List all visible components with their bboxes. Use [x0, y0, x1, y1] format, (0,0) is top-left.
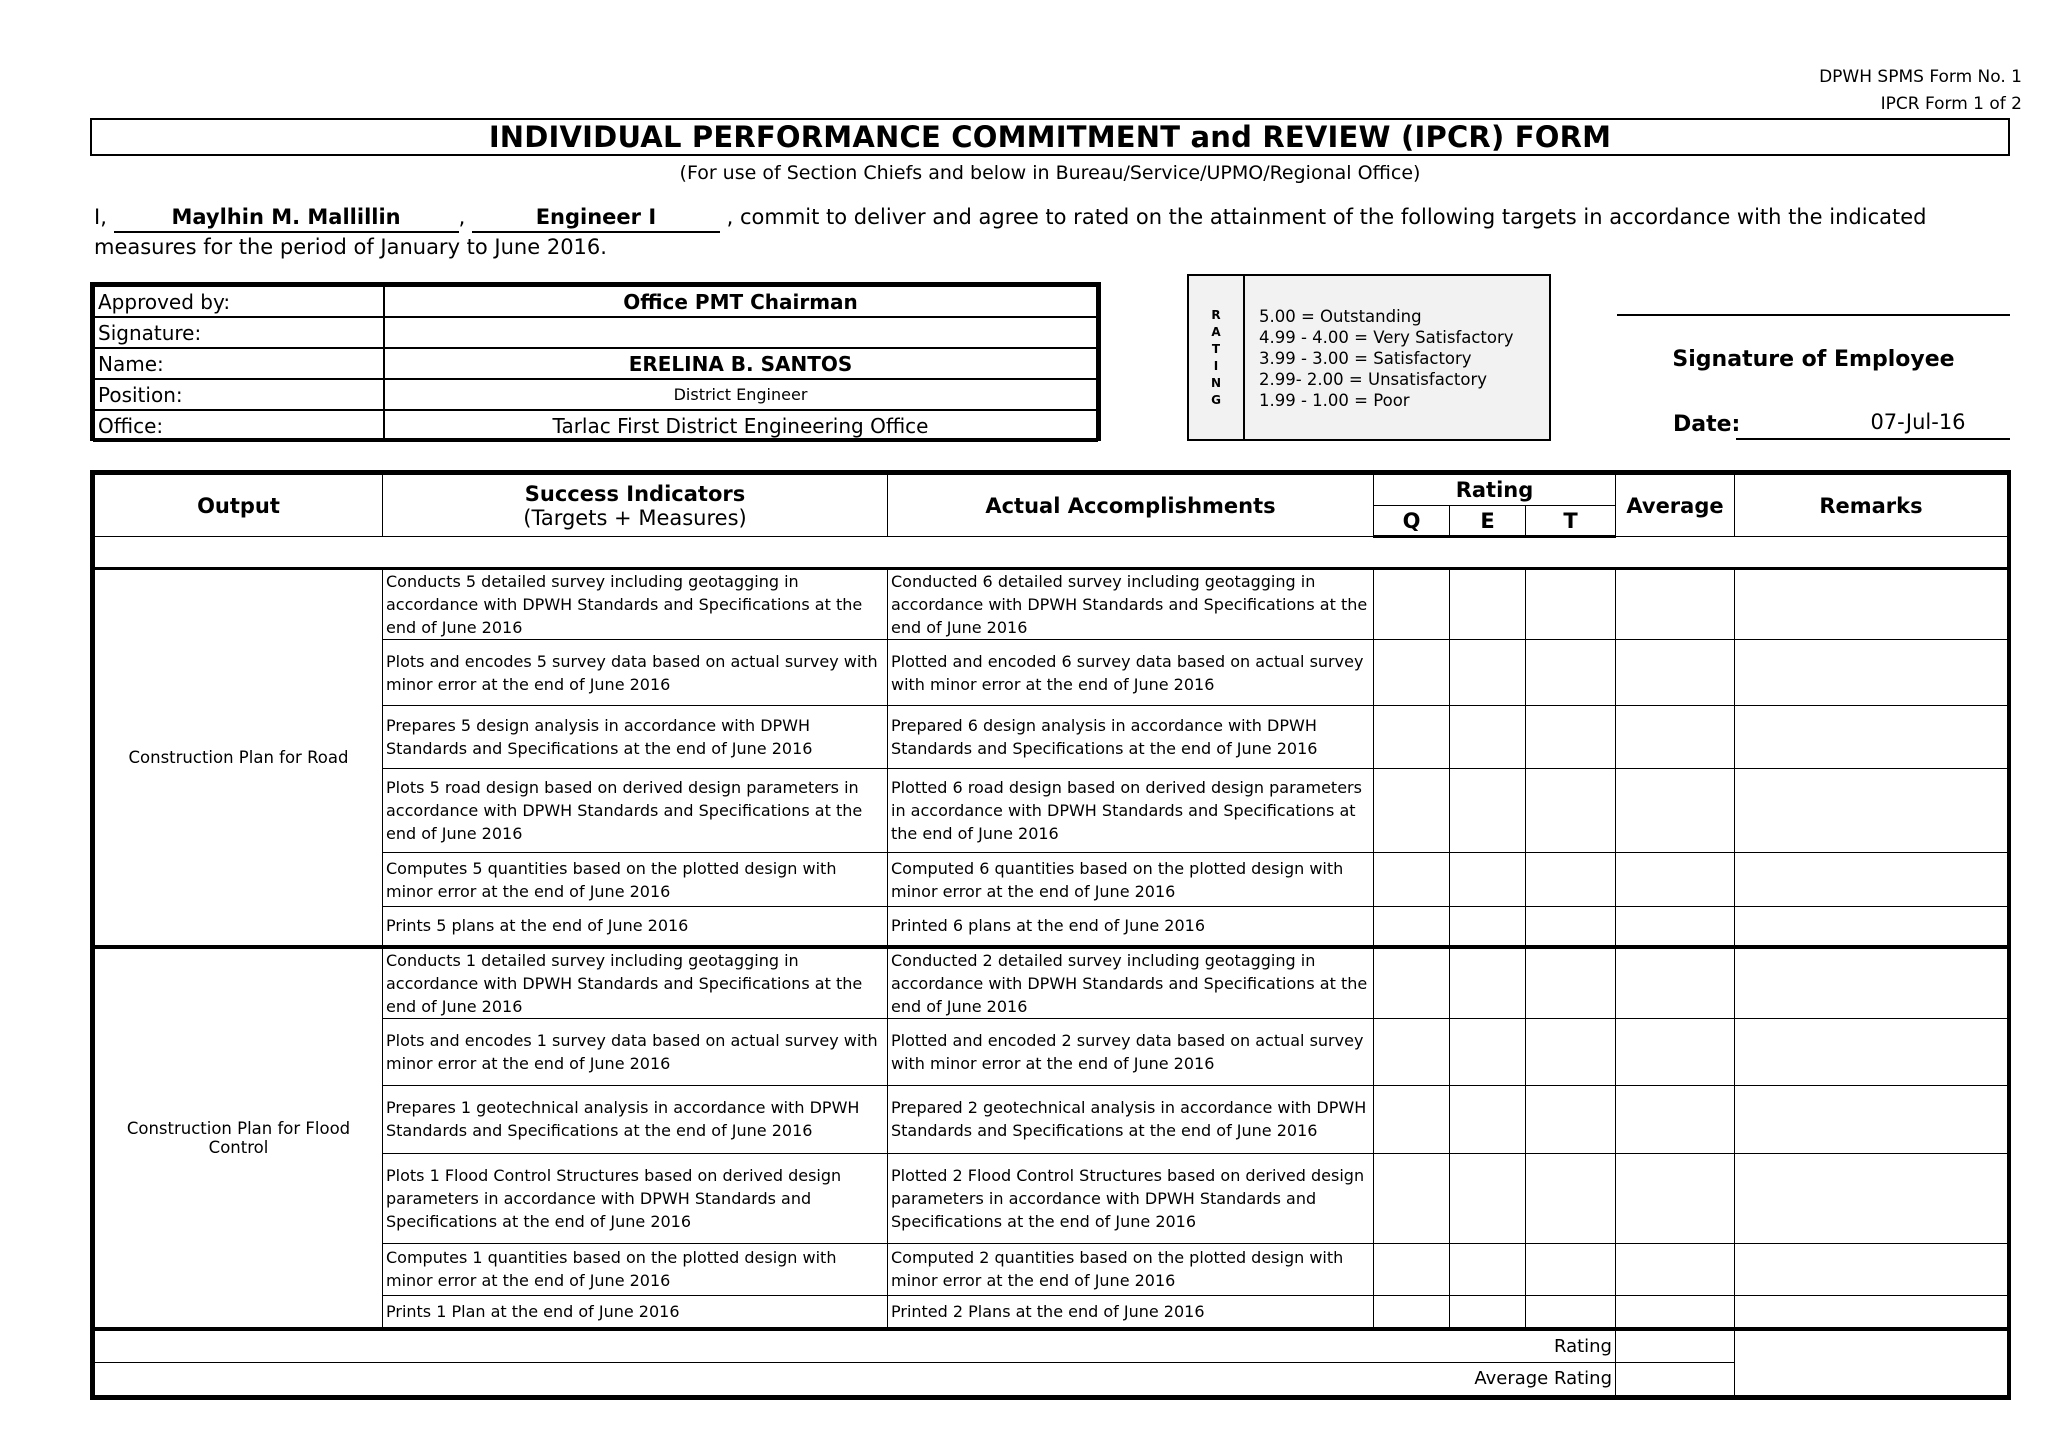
signature-field[interactable]: [384, 317, 1097, 348]
accomplishment-cell: Conducted 6 detailed survey including geotagging in accordance with DPWH Standards and Specifications at the end of June 2016: [888, 569, 1374, 640]
q-cell[interactable]: [1374, 769, 1450, 853]
e-cell[interactable]: [1450, 1243, 1526, 1295]
footer-average-row: [95, 1362, 2008, 1395]
average-cell[interactable]: [1616, 1295, 1735, 1329]
office-label: Office:: [94, 410, 384, 441]
q-cell[interactable]: [1374, 907, 1450, 947]
q-cell[interactable]: [1374, 1018, 1450, 1085]
t-cell[interactable]: [1526, 1243, 1616, 1295]
commitment-prefix: I,: [94, 205, 107, 229]
header-actual-accomplishments: Actual Accomplishments: [888, 475, 1374, 537]
t-cell[interactable]: [1526, 947, 1616, 1019]
remarks-cell[interactable]: [1735, 947, 2008, 1019]
q-cell[interactable]: [1374, 1295, 1450, 1329]
e-cell[interactable]: [1450, 706, 1526, 769]
rating-letter: R: [1211, 307, 1221, 322]
footer-average-rating-label: Average Rating: [95, 1362, 1616, 1395]
remarks-cell[interactable]: [1735, 1085, 2008, 1153]
office-row: [94, 410, 1097, 441]
spacer-row: [95, 537, 2008, 569]
average-cell[interactable]: [1616, 769, 1735, 853]
employee-signature-line[interactable]: [1617, 314, 2010, 316]
e-cell[interactable]: [1450, 769, 1526, 853]
rating-scale-item: 2.99- 2.00 = Unsatisfactory: [1259, 370, 1487, 389]
t-cell[interactable]: [1526, 853, 1616, 907]
accomplishment-cell: Computed 2 quantities based on the plotted design with minor error at the end of June 2016: [888, 1243, 1374, 1295]
header-success-indicators-title: Success Indicators: [524, 481, 746, 506]
rating-letter: T: [1211, 341, 1221, 356]
e-cell[interactable]: [1450, 853, 1526, 907]
t-cell[interactable]: [1526, 907, 1616, 947]
q-cell[interactable]: [1374, 1243, 1450, 1295]
average-cell[interactable]: [1616, 1018, 1735, 1085]
q-cell[interactable]: [1374, 1085, 1450, 1153]
remarks-cell[interactable]: [1735, 706, 2008, 769]
accomplishment-cell: Printed 2 Plans at the end of June 2016: [888, 1295, 1374, 1329]
output-cell: Construction Plan for Flood Control: [95, 947, 383, 1330]
indicator-cell: Prepares 1 geotechnical analysis in accordance with DPWH Standards and Specifications at the end of June 2016: [383, 1085, 888, 1153]
approver-office: Tarlac First District Engineering Office: [384, 410, 1097, 441]
name-label: Name:: [94, 348, 384, 379]
accomplishment-cell: Plotted and encoded 2 survey data based on actual survey with minor error at the end of June 2016: [888, 1018, 1374, 1085]
indicator-cell: Plots and encodes 1 survey data based on actual survey with minor error at the end of June 2016: [383, 1018, 888, 1085]
header-remarks: Remarks: [1735, 475, 2008, 537]
average-cell[interactable]: [1616, 853, 1735, 907]
accomplishment-cell: Printed 6 plans at the end of June 2016: [888, 907, 1374, 947]
e-cell[interactable]: [1450, 640, 1526, 706]
t-cell[interactable]: [1526, 1085, 1616, 1153]
e-cell[interactable]: [1450, 947, 1526, 1019]
remarks-cell[interactable]: [1735, 1243, 2008, 1295]
approved-by-label: Approved by:: [94, 286, 384, 317]
rating-legend: [1187, 274, 1551, 441]
q-cell[interactable]: [1374, 640, 1450, 706]
q-cell[interactable]: [1374, 1153, 1450, 1243]
e-cell[interactable]: [1450, 907, 1526, 947]
commitment-statement: [94, 203, 2009, 261]
indicator-cell: Conducts 5 detailed survey including geotagging in accordance with DPWH Standards and Specifications at the end of June 2016: [383, 569, 888, 640]
employee-signature-label: Signature of Employee: [1672, 347, 1955, 372]
t-cell[interactable]: [1526, 640, 1616, 706]
remarks-cell[interactable]: [1735, 1295, 2008, 1329]
form-subtitle: (For use of Section Chiefs and below in Bureau/Service/UPMO/Regional Office): [679, 162, 1421, 184]
accomplishment-cell: Plotted 2 Flood Control Structures based on derived design parameters in accordance with DPWH Standards and Specifications at the end of June 2016: [888, 1153, 1374, 1243]
commitment-text: , commit to deliver and agree to rated on the attainment of the following targets in accordance with the indicated measures for the period of January to June 2016.: [94, 205, 1927, 259]
accomplishment-cell: Conducted 2 detailed survey including geotagging in accordance with DPWH Standards and Specifications at the end of June 2016: [888, 947, 1374, 1019]
position-row: [94, 379, 1097, 410]
accomplishment-cell: Computed 6 quantities based on the plotted design with minor error at the end of June 2016: [888, 853, 1374, 907]
accomplishment-cell: Plotted and encoded 6 survey data based on actual survey with minor error at the end of June 2016: [888, 640, 1374, 706]
average-cell[interactable]: [1616, 640, 1735, 706]
accomplishment-cell: Plotted 6 road design based on derived design parameters in accordance with DPWH Standards and Specifications at the end of June 2016: [888, 769, 1374, 853]
signature-label: Signature:: [94, 317, 384, 348]
output-cell: Construction Plan for Road: [95, 569, 383, 947]
header-output: Output: [95, 475, 383, 537]
table-row: [95, 947, 2008, 1019]
accomplishment-cell: Prepared 2 geotechnical analysis in accordance with DPWH Standards and Specifications at the end of June 2016: [888, 1085, 1374, 1153]
indicator-cell: Prints 5 plans at the end of June 2016: [383, 907, 888, 947]
approver-name: ERELINA B. SANTOS: [384, 348, 1097, 379]
rating-vertical-label: [1189, 276, 1245, 439]
header-average: Average: [1616, 475, 1735, 537]
header-success-indicators: [383, 475, 888, 537]
approved-by-row: [94, 286, 1097, 317]
e-cell[interactable]: [1450, 569, 1526, 640]
rating-scale-item: 5.00 = Outstanding: [1259, 307, 1422, 326]
rating-scale-item: 4.99 - 4.00 = Very Satisfactory: [1259, 328, 1514, 347]
table-row: [95, 569, 2008, 640]
t-cell[interactable]: [1526, 1295, 1616, 1329]
header-q: Q: [1374, 506, 1450, 537]
indicator-cell: Prepares 5 design analysis in accordance with DPWH Standards and Specifications at the end of June 2016: [383, 706, 888, 769]
footer-rating-row: [95, 1329, 2008, 1362]
form-title: INDIVIDUAL PERFORMANCE COMMITMENT and REVIEW (IPCR) FORM: [488, 120, 1612, 154]
spacer-cell: [95, 537, 2008, 569]
rating-scale-item: 1.99 - 1.00 = Poor: [1259, 391, 1410, 410]
position-label: Position:: [94, 379, 384, 410]
e-cell[interactable]: [1450, 1295, 1526, 1329]
header-e: E: [1450, 506, 1526, 537]
rating-scale-item: 3.99 - 3.00 = Satisfactory: [1259, 349, 1472, 368]
average-cell[interactable]: [1616, 1085, 1735, 1153]
date-label: Date:: [1673, 412, 1741, 437]
rating-scale: [1245, 276, 1514, 439]
footer-rating-label: Rating: [95, 1329, 1616, 1362]
remarks-cell[interactable]: [1735, 640, 2008, 706]
q-cell[interactable]: [1374, 853, 1450, 907]
header-row-1: [95, 475, 2008, 506]
t-cell[interactable]: [1526, 1018, 1616, 1085]
average-cell[interactable]: [1616, 907, 1735, 947]
e-cell[interactable]: [1450, 1018, 1526, 1085]
footer-rating-value[interactable]: [1616, 1329, 1735, 1362]
average-cell[interactable]: [1616, 706, 1735, 769]
accomplishment-cell: Prepared 6 design analysis in accordance with DPWH Standards and Specifications at the end of June 2016: [888, 706, 1374, 769]
signature-row: [94, 317, 1097, 348]
t-cell[interactable]: [1526, 1153, 1616, 1243]
form-no-label: DPWH SPMS Form No. 1: [1819, 67, 2022, 87]
indicator-cell: Computes 1 quantities based on the plotted design with minor error at the end of June 2016: [383, 1243, 888, 1295]
form-title-box: [90, 118, 2010, 156]
date-field[interactable]: 07-Jul-16: [1736, 410, 2010, 440]
t-cell[interactable]: [1526, 769, 1616, 853]
name-row: [94, 348, 1097, 379]
rating-letter: G: [1211, 392, 1221, 407]
remarks-cell[interactable]: [1735, 769, 2008, 853]
average-cell[interactable]: [1616, 569, 1735, 640]
indicator-cell: Conducts 1 detailed survey including geotagging in accordance with DPWH Standards and Specifications at the end of June 2016: [383, 947, 888, 1019]
footer-remarks-cell[interactable]: [1735, 1329, 2008, 1395]
form-page-label: IPCR Form 1 of 2: [1880, 94, 2022, 114]
approver-position: District Engineer: [384, 379, 1097, 410]
rating-letter: A: [1211, 324, 1221, 339]
approval-table: [90, 282, 1101, 441]
average-cell[interactable]: [1616, 1243, 1735, 1295]
remarks-cell[interactable]: [1735, 907, 2008, 947]
ipcr-table: [90, 470, 2011, 1400]
remarks-cell[interactable]: [1735, 1018, 2008, 1085]
approved-by-value: Office PMT Chairman: [384, 286, 1097, 317]
commitment-comma: ,: [458, 205, 466, 229]
indicator-cell: Plots and encodes 5 survey data based on actual survey with minor error at the end of June 2016: [383, 640, 888, 706]
header-rating: Rating: [1374, 475, 1616, 506]
remarks-cell[interactable]: [1735, 1153, 2008, 1243]
remarks-cell[interactable]: [1735, 853, 2008, 907]
average-cell[interactable]: [1616, 1153, 1735, 1243]
indicator-cell: Plots 5 road design based on derived design parameters in accordance with DPWH Standards and Specifications at the end of June 2016: [383, 769, 888, 853]
q-cell[interactable]: [1374, 569, 1450, 640]
indicator-cell: Plots 1 Flood Control Structures based on derived design parameters in accordance with DPWH Standards and Specifications at the end of June 2016: [383, 1153, 888, 1243]
header-success-indicators-sub: (Targets + Measures): [523, 505, 747, 530]
e-cell[interactable]: [1450, 1085, 1526, 1153]
header-t: T: [1526, 506, 1616, 537]
indicator-cell: Prints 1 Plan at the end of June 2016: [383, 1295, 888, 1329]
e-cell[interactable]: [1450, 1153, 1526, 1243]
q-cell[interactable]: [1374, 706, 1450, 769]
form-number: [1819, 64, 2022, 118]
indicator-cell: Computes 5 quantities based on the plotted design with minor error at the end of June 2016: [383, 853, 888, 907]
t-cell[interactable]: [1526, 706, 1616, 769]
employee-position-field[interactable]: Engineer I: [472, 203, 720, 233]
average-cell[interactable]: [1616, 947, 1735, 1019]
rating-letter: N: [1210, 375, 1222, 390]
footer-average-rating-value[interactable]: [1616, 1362, 1735, 1395]
t-cell[interactable]: [1526, 569, 1616, 640]
employee-name-field[interactable]: Maylhin M. Mallillin: [114, 203, 459, 233]
remarks-cell[interactable]: [1735, 569, 2008, 640]
rating-letter: I: [1213, 358, 1219, 373]
q-cell[interactable]: [1374, 947, 1450, 1019]
